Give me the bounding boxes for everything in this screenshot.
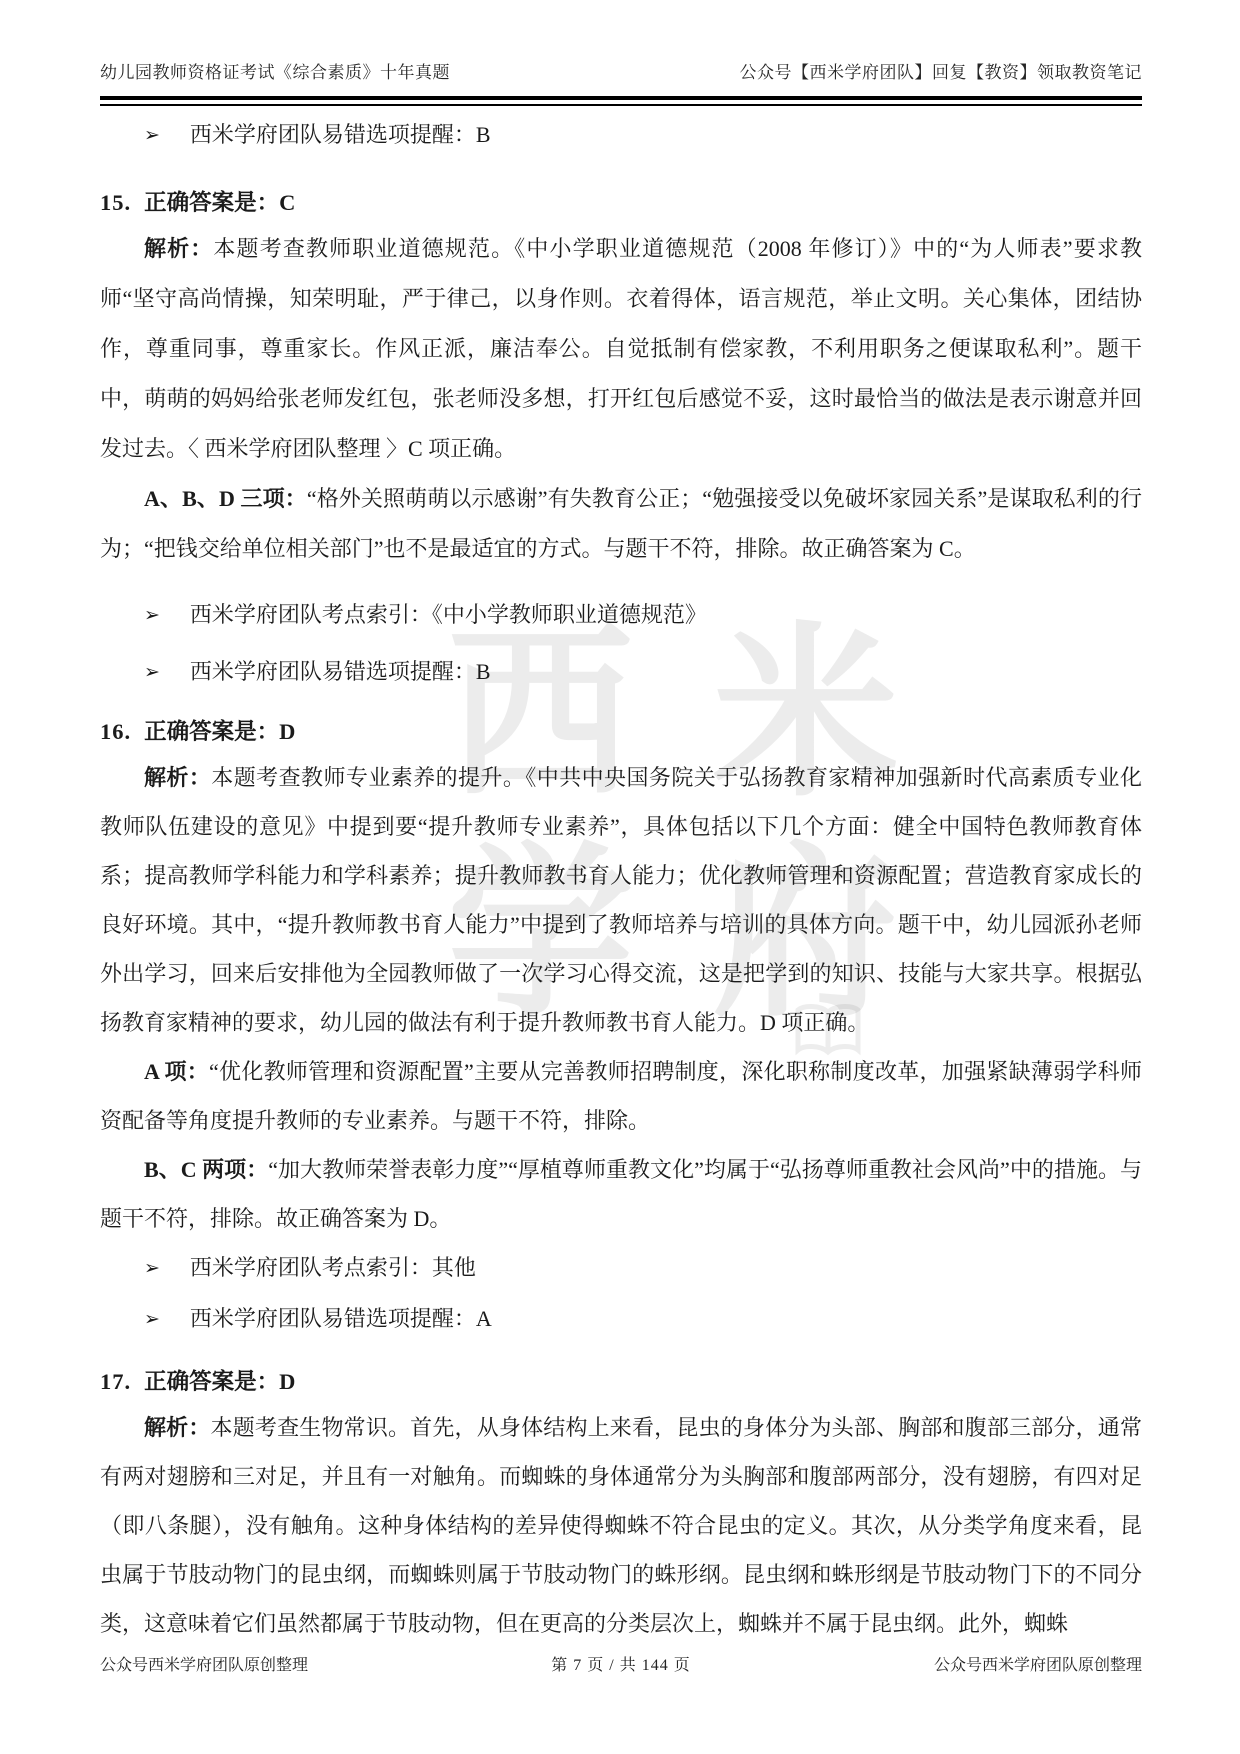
footer-right-text: 公众号西米学府团队原创整理 (933, 1657, 1142, 1674)
analysis-paragraph-q17 (100, 1403, 1142, 1648)
options-label: A、B、D 三项： (144, 486, 307, 511)
question-number: 15. (100, 190, 132, 215)
header-right-title: 公众号【西米学府团队】回复【教资】领取教资笔记 (739, 63, 1142, 82)
arrow-bullet-icon: ➢ (144, 605, 160, 626)
watermark-char: 府 (712, 833, 899, 1039)
answer-text: 正确答案是：D (144, 1369, 296, 1394)
answer-heading-q16 (100, 711, 1142, 753)
option-a-label: A 项： (144, 1059, 209, 1084)
analysis-label: 解析： (144, 765, 212, 790)
remind-bullet-q15-label: 西米学府团队易错选项提醒：B (189, 659, 491, 684)
option-a-text: “优化教师管理和资源配置”主要从完善教师招聘制度，深化职称制度改革，加强紧缺薄弱学科师资配备等角度提升教师的专业素养。与题干不符，排除。 (100, 1059, 1142, 1133)
option-bc-text: “加大教师荣誉表彰力度”“厚植尊师重教文化”均属于“弘扬尊师重教社会风尚”中的措施。与题干不符，排除。故正确答案为 D。 (100, 1157, 1142, 1231)
answer-text: 正确答案是：D (144, 719, 296, 744)
arrow-bullet-icon: ➢ (144, 125, 160, 146)
analysis-text: 本题考查生物常识。首先，从身体结构上来看，昆虫的身体分为头部、胸部和腹部三部分，通常有两对翅膀和三对足，并且有一对触角。而蜘蛛的身体通常分为头胸部和腹部两部分，没有翅膀，有四对足（即八条腿），没有触角。这种身体结构的差异使得蜘蛛不符合昆虫的定义。其次，从分类学角度来看，昆虫属于节肢动物门的昆虫纲，而蜘蛛则属于节肢动物门的蛛形纲。昆虫纲和蛛形纲是节肢动物门下的不同分类，这意味着它们虽然都属于节肢动物，但在更高的分类层次上，蜘蛛并不属于昆虫纲。此外，蜘蛛 (100, 1415, 1142, 1636)
watermark-char: 学 (447, 833, 634, 1039)
remind-bullet-q15 (100, 647, 1142, 699)
index-bullet-q15-label: 西米学府团队考点索引：《中小学教师职业道德规范》 (189, 602, 707, 627)
analysis-paragraph-q16 (100, 753, 1142, 1047)
question-number: 17. (100, 1369, 132, 1394)
index-bullet-q16 (100, 1243, 1142, 1294)
arrow-bullet-icon: ➢ (144, 1258, 160, 1279)
options-text: “格外关照萌萌以示感谢”有失教育公正；“勉强接受以免破坏家园关系”是谋取私利的行为；“把钱交给单位相关部门”也不是最适宜的方式。与题干不符，排除。故正确答案为 C。 (100, 486, 1143, 561)
answer-heading-q15 (100, 182, 1142, 224)
watermark-char: 西 (447, 613, 634, 819)
question-number: 16. (100, 719, 132, 744)
analysis-text: 本题考查教师职业道德规范。《中小学职业道德规范（2008 年修订）》中的“为人师表”要求教师“坚守高尚情操，知荣明耻，严于律己，以身作则。衣着得体，语言规范，举止文明。关心集体，团结协作，尊重同事，尊重家长。作风正派，廉洁奉公。自觉抵制有偿家教，不利用职务之便谋取私利”。题干中，萌萌的妈妈给张老师发红包，张老师没多想，打开红包后感觉不妥，这时最恰当的做法是表示谢意并回发过去。〈 西米学府团队整理 〉C 项正确。 (100, 236, 1142, 461)
analysis-label: 解析： (144, 236, 214, 261)
option-bc-label: B、C 两项： (144, 1157, 269, 1182)
option-a-paragraph-q16 (100, 1047, 1142, 1145)
answer-heading-q17 (100, 1361, 1142, 1403)
footer-left-text: 公众号西米学府团队原创整理 (100, 1657, 309, 1674)
options-paragraph-q15 (100, 474, 1142, 574)
remind-bullet-q14 (100, 110, 1142, 162)
analysis-text: 本题考查教师专业素养的提升。《中共中央国务院关于弘扬教育家精神加强新时代高素质专业化教师队伍建设的意见》中提到要“提升教师专业素养”，具体包括以下几个方面：健全中国特色教师教育体系；提高教师学科能力和学科素养；提升教师教书育人能力；优化教师管理和资源配置；营造教育家成长的良好环境。其中，“提升教师教书育人能力”中提到了教师培养与培训的具体方向。题干中，幼儿园派孙老师外出学习，回来后安排他为全园教师做了一次学习心得交流，这是把学到的知识、技能与大家共享。根据弘扬教育家精神的要求，幼儿园的做法有利于提升教师教书育人能力。D 项正确。 (100, 765, 1142, 1035)
header-divider (100, 96, 1142, 106)
header-left-title: 幼儿园教师资格证考试《综合素质》十年真题 (100, 63, 450, 82)
page-number: 第 7 页 / 共 144 页 (551, 1657, 691, 1674)
analysis-label: 解析： (144, 1415, 211, 1440)
remind-bullet-q14-label: 西米学府团队易错选项提醒：B (189, 122, 491, 147)
analysis-paragraph-q15 (100, 224, 1142, 474)
arrow-bullet-icon: ➢ (144, 1309, 160, 1330)
page-footer (100, 1652, 1142, 1675)
option-bc-paragraph-q16 (100, 1145, 1142, 1243)
answer-text: 正确答案是：C (144, 190, 296, 215)
watermark-char: 米 (712, 613, 899, 819)
document-body (100, 110, 1142, 1648)
arrow-bullet-icon: ➢ (144, 662, 160, 683)
index-bullet-q16-label: 西米学府团队考点索引：其他 (189, 1255, 476, 1280)
remind-bullet-q16-label: 西米学府团队易错选项提醒：A (189, 1306, 492, 1331)
index-bullet-q15 (100, 590, 1142, 642)
remind-bullet-q16 (100, 1294, 1142, 1345)
page-header (100, 58, 1142, 83)
